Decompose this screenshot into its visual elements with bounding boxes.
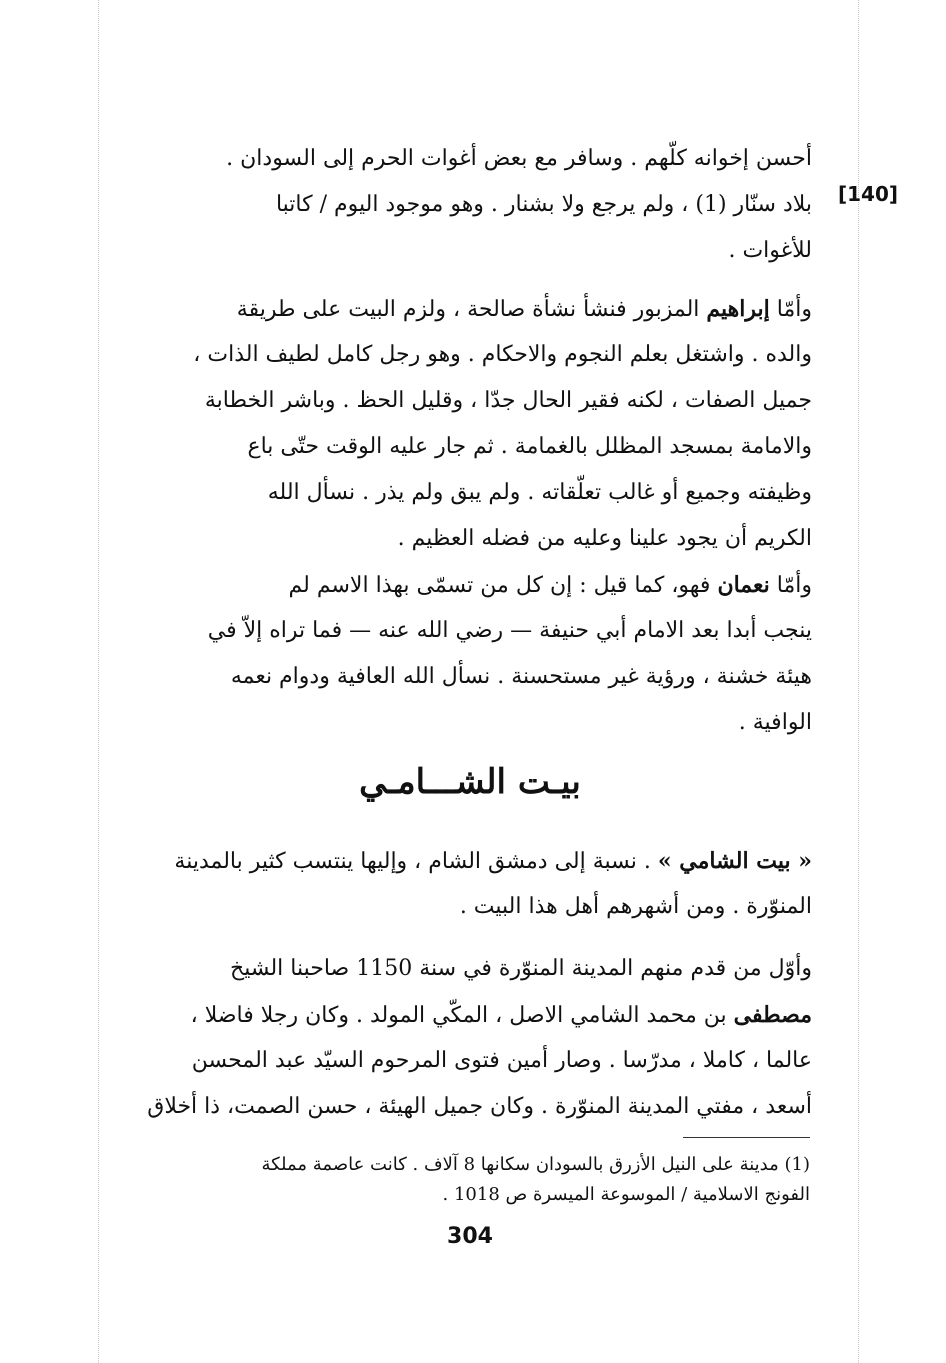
paragraph-1 [140, 136, 812, 274]
footnote [150, 1150, 810, 1210]
text-line: المنوّرة . ومن أشهرهم أهل هذا البيت . [459, 894, 812, 919]
text-line [140, 992, 812, 1038]
dotted-guide-left [98, 0, 99, 1363]
lead-word: وأمّا [776, 297, 812, 322]
text-line: عالما ، كاملا ، مدرّسا . وصار أمين فتوى المرحوم السيّد عبد المحسن [191, 1048, 812, 1073]
lead-word: وأمّا [776, 573, 812, 598]
person-name: نعمان [717, 572, 770, 598]
text-line: جميل الصفات ، لكنه فقير الحال جدّا ، وقليل الحظ . وباشر الخطابة [204, 388, 812, 413]
text-line [140, 562, 812, 608]
text-line: والامامة بمسجد المظلل بالغمامة . ثم جار عليه الوقت حتّى باع [247, 434, 812, 459]
line-rest: بن محمد الشامي الاصل ، المكّي المولد . وكان رجلا فاضلا ، [190, 1003, 727, 1028]
text-line: وظيفته وجميع أو غالب تعلّقاته . ولم يبق ولم يذر . نسأل الله [267, 480, 812, 505]
text-line: والده . واشتغل بعلم النجوم والاحكام . وهو رجل كامل لطيف الذات ، [193, 342, 812, 367]
footnote-line: الفونج الاسلامية / الموسوعة الميسرة ص 1018 . [442, 1184, 810, 1205]
line-rest: . نسبة إلى دمشق الشام ، وإليها ينتسب كثير بالمدينة [174, 849, 651, 874]
page-number: 304 [447, 1224, 493, 1249]
line-rest: فهو، كما قيل : إن كل من تسمّى بهذا الاسم لم [288, 573, 711, 598]
margin-page-reference: [140] [838, 182, 899, 206]
text-line: هيئة خشنة ، ورؤية غير مستحسنة . نسأل الله العافية ودوام نعمه [230, 664, 812, 689]
text-line [140, 838, 812, 884]
paragraph-3 [140, 562, 812, 746]
text-line: الوافية . [738, 710, 812, 735]
text-line: أسعد ، مفتي المدينة المنوّرة . وكان جميل الهيئة ، حسن الصمت، ذا أخلاق [147, 1094, 812, 1119]
text-line: ينجب أبدا بعد الامام أبي حنيفة — رضي الله عنه — فما تراه إلاّ في [207, 618, 812, 643]
family-name: « بيت الشامي » [657, 848, 812, 874]
text-line: أحسن إخوانه كلّهم . وسافر مع بعض أغوات الحرم إلى السودان . [226, 146, 812, 171]
person-name: إبراهيم [706, 296, 770, 322]
text-line: الكريم أن يجود علينا وعليه من فضله العظيم . [397, 526, 812, 551]
text-line: بلاد سنّار (1) ، ولم يرجع ولا بشنار . وهو موجود اليوم / كاتبا [275, 192, 812, 217]
person-name: مصطفى [733, 1002, 812, 1028]
text-line: وأوّل من قدم منهم المدينة المنوّرة في سنة 1150 صاحبنا الشيخ [230, 956, 812, 981]
section-heading: بيـت الشـــامـي [359, 762, 581, 802]
text-line: للأغوات . [728, 238, 812, 263]
line-rest: المزبور فنشأ نشأة صالحة ، ولزم البيت على طريقة [236, 297, 700, 322]
footnote-divider [683, 1137, 810, 1138]
paragraph-4 [140, 838, 812, 930]
footnote-line: (1) مدينة على النيل الأزرق بالسودان سكانها 8 آلاف . كانت عاصمة مملكة [261, 1154, 810, 1175]
paragraph-5 [140, 946, 812, 1130]
paragraph-2 [140, 286, 812, 562]
text-line [140, 286, 812, 332]
